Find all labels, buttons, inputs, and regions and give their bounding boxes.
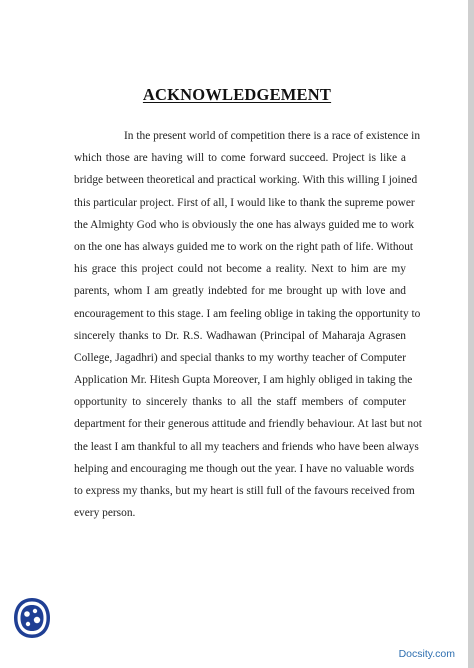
paragraph-line: this particular project. First of all, I would like to thank the supreme power [74,196,415,209]
paragraph-line: opportunity to sincerely thanks to all the staff members of computer [74,396,406,409]
paragraph-line: parents, whom I am greatly indebted for me brought up with love and [74,285,406,298]
paragraph-line: Application Mr. Hitesh Gupta Moreover, I am highly obliged in taking the [74,374,413,387]
paragraph-line: department for their generous attitude and friendly behaviour. At last but not [74,418,422,431]
paragraph-line: the Almighty God who is obviously the one has always guided me to work [74,218,415,231]
paragraph-line: sincerely thanks to Dr. R.S. Wadhawan (Principal of Maharaja Agrasen [74,329,406,342]
paragraph-line: College, Jagadhri) and special thanks to my worthy teacher of Computer [74,351,406,364]
docsity-brand-link[interactable]: Docsity.com [398,648,455,660]
docsity-logo-icon[interactable] [12,596,52,640]
paragraph-line: every person. [74,507,136,520]
paragraph-line: to express my thanks, but my heart is still full of the favours received from [74,485,415,497]
paragraph-line: bridge between theoretical and practical working. With this willing I joined [74,174,418,187]
paragraph-line: which those are having will to come forward succeed. Project is like a [74,152,406,165]
paragraph-line: on the one has always guided me to work on the right path of life. Without [74,240,414,253]
paragraph-line: encouragement to this stage. I am feeling oblige in taking the opportunity to [74,307,421,320]
acknowledgement-paragraph [74,125,422,524]
paragraph-line: the least I am thankful to all my teachers and friends who have been always [74,440,419,453]
paragraph-line: helping and encouraging me though out the year. I have no valuable words [74,462,415,475]
paragraph-line: his grace this project could not become a reality. Next to him are my [74,263,406,276]
document-title: ACKNOWLEDGEMENT [142,85,332,104]
paragraph-line: In the present world of competition there is a race of existence in [124,130,421,142]
